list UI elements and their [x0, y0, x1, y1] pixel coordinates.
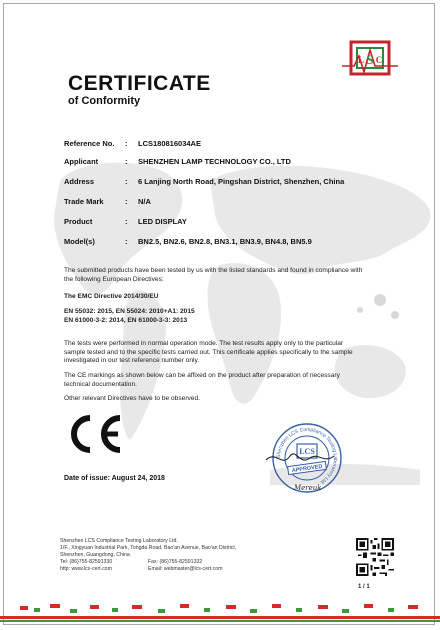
trademark-value: N/A [138, 197, 151, 206]
product-label: Product [64, 217, 93, 226]
footer-web: http: www.lcs-cert.com [60, 566, 112, 572]
trademark-colon: : [125, 197, 128, 206]
address-colon: : [125, 177, 128, 186]
seal-ring-text: Shenzhen LCS Compliance Testing Laboratory Ltd. [275, 426, 339, 486]
svg-text:S: S [366, 52, 374, 67]
ce-line: technical documentation. [64, 380, 137, 388]
product-colon: : [125, 217, 128, 226]
ce-line: The CE markings as shown below can be affixed on the product after preparation of necessary [64, 372, 340, 379]
svg-text:L: L [357, 55, 365, 65]
certificate-subtitle: of Conformity [68, 95, 141, 107]
tests-line: sample tested and to the specific tests carried out. This certificate applies specifically to the sample [64, 348, 353, 356]
footer-tel: Tel: (86)755-82591330 [60, 559, 113, 565]
svg-text:LCS: LCS [299, 447, 315, 456]
intro-line: The submitted products have been tested by us with the listed standards and found in compliance with [64, 267, 363, 274]
lcs-logo [342, 36, 398, 80]
applicant-colon: : [125, 157, 128, 166]
applicant-value: SHENZHEN LAMP TECHNOLOGY CO., LTD [138, 157, 291, 166]
qr-code [356, 538, 394, 576]
footer-address-line2: Shenzhen, Guangdong, China [60, 552, 130, 558]
footer-address-line1: 1/F., Xingyuan Industrial Park, Tongda Road, Bao'an Avenue, Bao'an District, [60, 545, 237, 551]
signature: Mereuk [294, 484, 322, 492]
product-value: LED DISPLAY [138, 217, 187, 226]
address-label: Address [64, 177, 95, 186]
tests-line: The tests were performed in normal operation mode. The test results apply only to the particular [64, 340, 344, 347]
footer-fax: Fax: (86)755-82591332 [148, 559, 203, 565]
directive-title: The EMC Directive 2014/30/EU [64, 293, 159, 300]
models-value: BN2.5, BN2.6, BN2.8, BN3.1, BN3.9, BN4.8, BN5.9 [138, 237, 312, 246]
svg-text:C: C [375, 55, 383, 65]
standards-line: EN 61000-3-2: 2014, EN 61000-3-3: 2013 [64, 316, 188, 324]
tests-paragraph [64, 340, 394, 366]
reference-colon: : [125, 139, 128, 148]
footer-email: Email: webmaster@lcs-cert.com [148, 566, 223, 572]
certificate-title: CERTIFICATE [68, 72, 211, 95]
applicant-label: Applicant [64, 157, 99, 166]
other-directives: Other relevant Directives have to be observed. [64, 395, 200, 402]
reference-label: Reference No. [64, 139, 115, 148]
standards-list [64, 308, 394, 325]
reference-value: LCS180816034AE [138, 139, 201, 148]
address-value: 6 Lanjing North Road, Pingshan District, Shenzhen, China [138, 177, 345, 186]
tests-line: investigated in our test reference number only. [64, 357, 200, 365]
standards-line: EN 55032: 2015, EN 55024: 2010+A1: 2015 [64, 308, 195, 315]
approval-seal [264, 420, 350, 496]
decorative-bottom-band [0, 600, 440, 630]
page-number: 1 / 1 [358, 584, 370, 590]
ce-paragraph [64, 372, 394, 389]
seal-approved-text: APPROVED [291, 463, 323, 475]
models-label: Model(s) [64, 237, 95, 246]
footer-company: Shenzhen LCS Compliance Testing Laboratory Ltd. [60, 538, 178, 544]
issue-date: Date of issue: August 24, 2018 [64, 475, 165, 482]
intro-paragraph [64, 267, 394, 284]
trademark-label: Trade Mark [64, 197, 104, 206]
models-colon: : [125, 237, 128, 246]
intro-line: the following European Directives: [64, 275, 164, 283]
ce-mark-icon [64, 412, 126, 456]
